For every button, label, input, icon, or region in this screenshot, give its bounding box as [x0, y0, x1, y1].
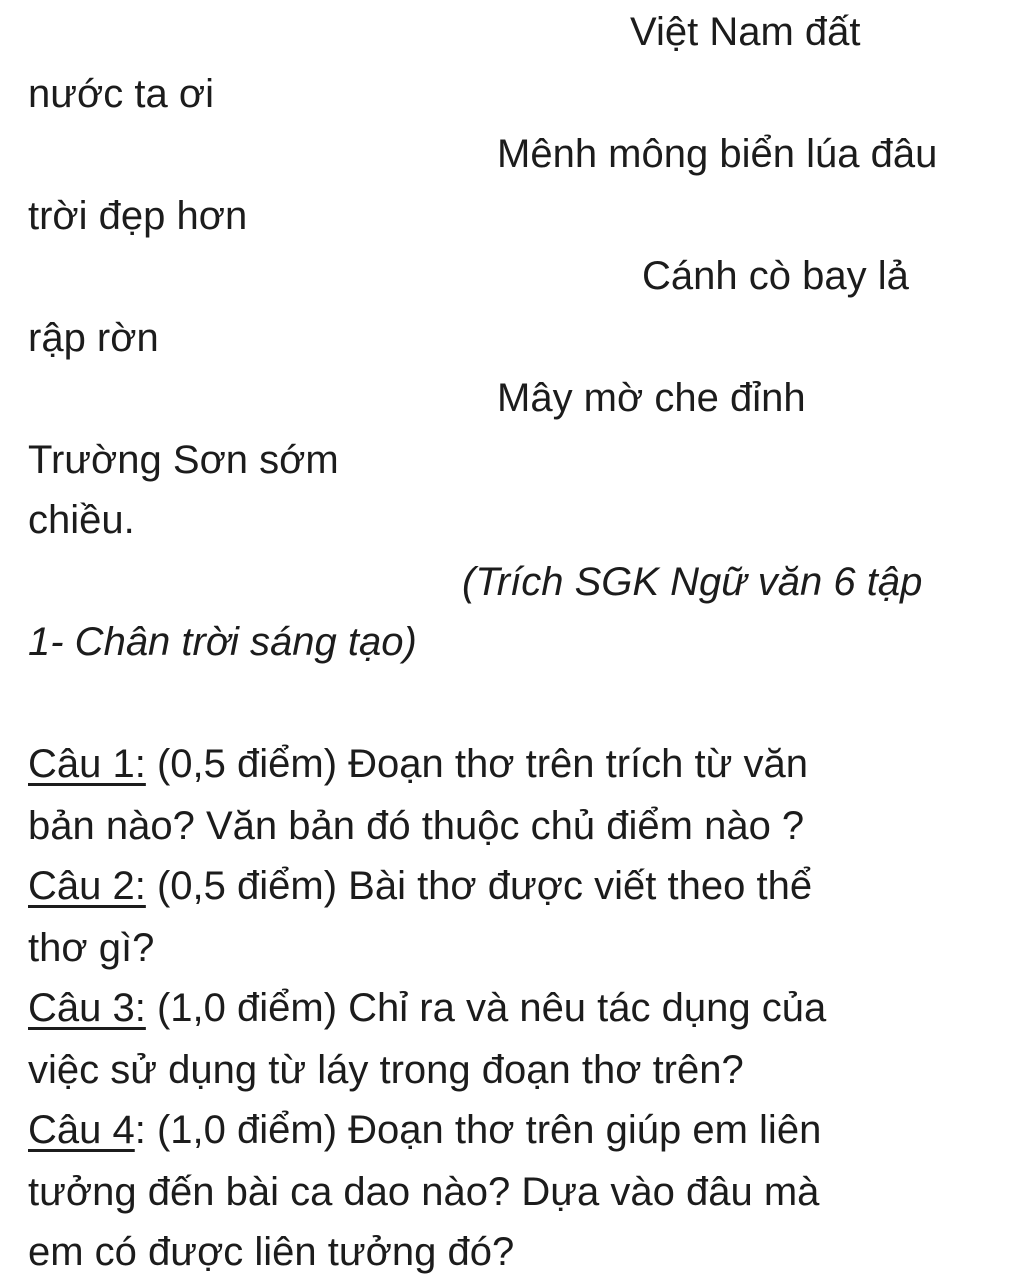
question-3-text-2: việc sử dụng từ láy trong đoạn thơ trên?: [28, 1048, 744, 1092]
question-2-line-1: [28, 862, 812, 910]
question-4-label: Câu 4: [28, 1108, 135, 1152]
poem-line-1b: nước ta ơi: [28, 72, 214, 116]
poem-line-2a: Mênh mông biển lúa đâu: [497, 132, 938, 176]
poem-line-3a: Cánh cò bay lả: [642, 254, 909, 298]
question-1-line-1: [28, 740, 808, 788]
question-3-line-1: [28, 984, 826, 1032]
poem-line-4c: chiều.: [28, 498, 135, 542]
question-3-text-1: (1,0 điểm) Chỉ ra và nêu tác dụng của: [145, 986, 827, 1030]
question-2-text-2: thơ gì?: [28, 926, 155, 970]
question-4-text-3: em có được liên tưởng đó?: [28, 1230, 515, 1274]
question-4-text-2: tưởng đến bài ca dao nào? Dựa vào đâu mà: [28, 1170, 820, 1214]
question-4-text-1: : (1,0 điểm) Đoạn thơ trên giúp em liên: [134, 1108, 822, 1152]
poem-line-3b: rập rờn: [28, 316, 159, 360]
question-2-label: Câu 2:: [28, 864, 146, 908]
poem-line-4b: Trường Sơn sớm: [28, 438, 339, 482]
source-line-1: (Trích SGK Ngữ văn 6 tập: [462, 560, 923, 604]
poem-line-2b: trời đẹp hơn: [28, 194, 248, 238]
question-1-text-1: (0,5 điểm) Đoạn thơ trên trích từ văn: [145, 742, 809, 786]
poem-line-1a: Việt Nam đất: [630, 10, 861, 54]
question-4-line-1: [28, 1106, 821, 1154]
question-3-label: Câu 3:: [28, 986, 146, 1030]
question-1-text-2: bản nào? Văn bản đó thuộc chủ điểm nào ?: [28, 804, 805, 848]
source-line-2: 1- Chân trời sáng tạo): [28, 620, 417, 664]
poem-line-4a: Mây mờ che đỉnh: [497, 376, 806, 420]
question-2-text-1: (0,5 điểm) Bài thơ được viết theo thể: [145, 864, 813, 908]
question-1-label: Câu 1:: [28, 742, 146, 786]
